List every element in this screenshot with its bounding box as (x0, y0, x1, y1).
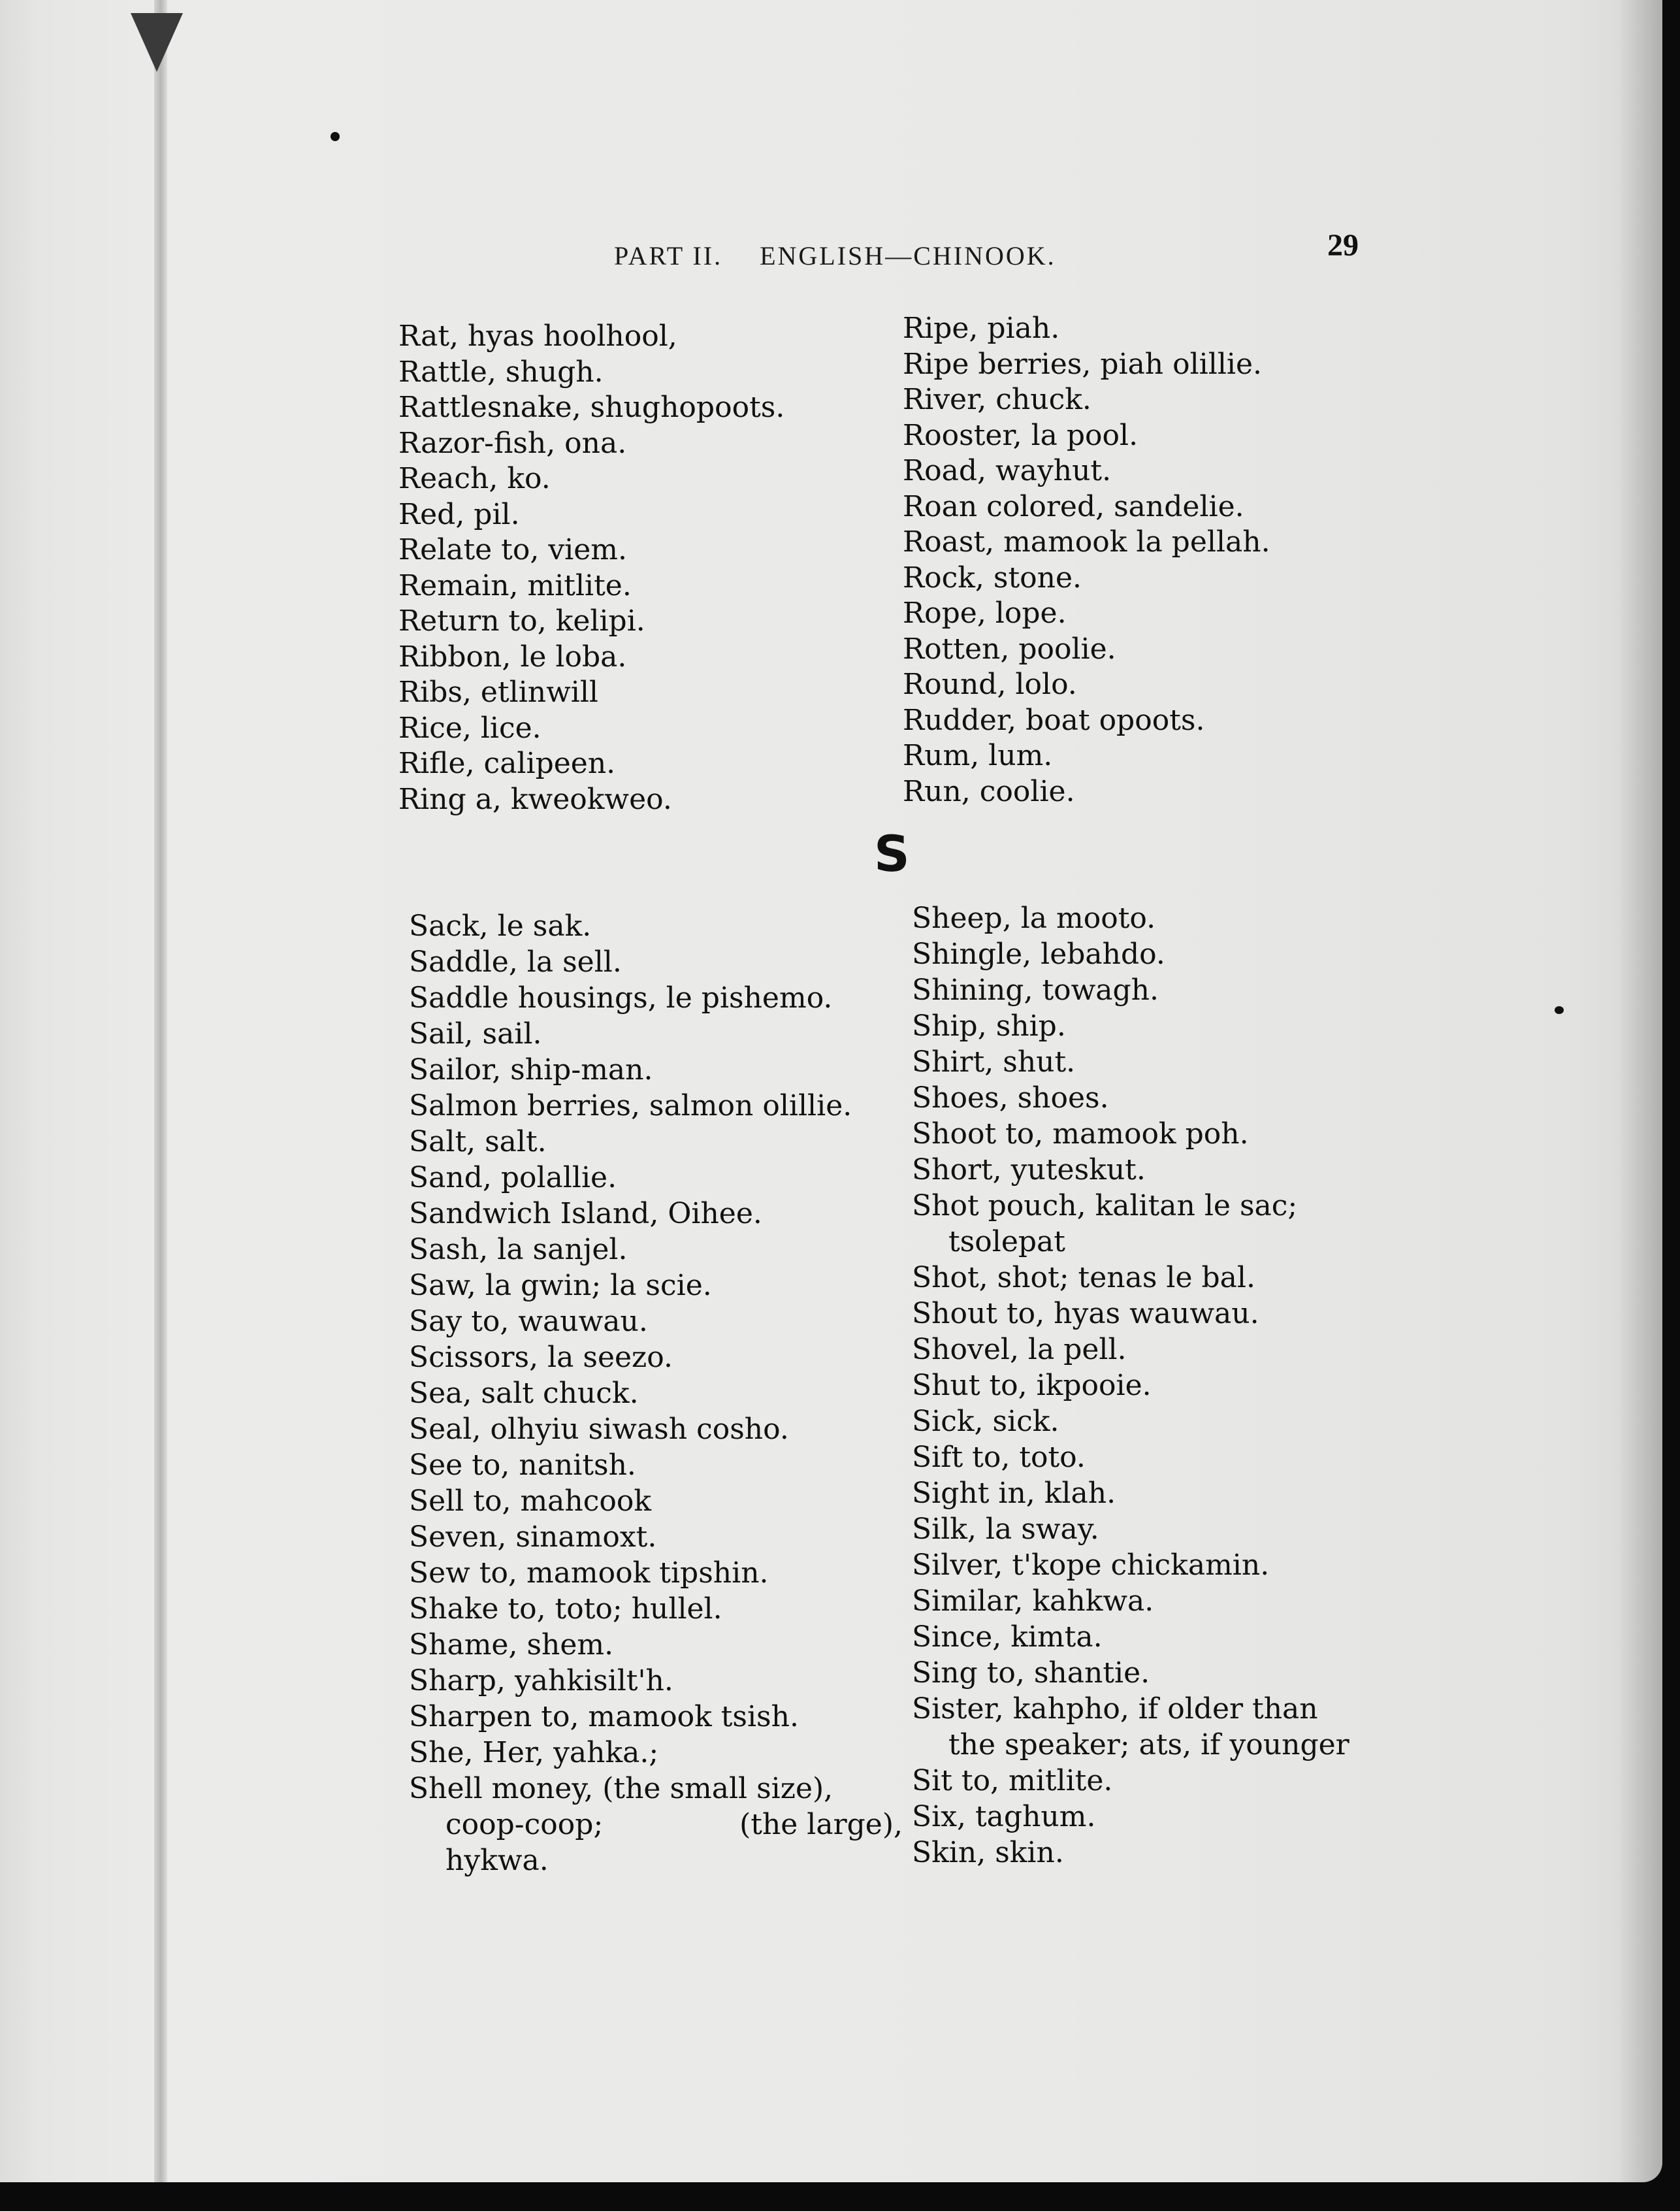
entry: Sea, salt chuck. (409, 1377, 639, 1410)
entry: Sheep, la mooto. (912, 902, 1156, 935)
entry: Ribbon, le loba. (398, 640, 627, 674)
page-number: 29 (1327, 228, 1359, 263)
entry: Sailor, ship-man. (409, 1053, 653, 1087)
shell-large: (the large), (739, 1808, 903, 1841)
entry: Sift to, toto. (912, 1441, 1086, 1474)
entry: Rattle, shugh. (398, 355, 604, 389)
r-entries-right-column (903, 311, 1270, 810)
entry: Scissors, la seezo. (409, 1341, 673, 1374)
entry: Sack, le sak. (409, 909, 592, 943)
entry: Short, yuteskut. (912, 1153, 1146, 1187)
entry: Rifle, calipeen. (398, 747, 616, 780)
entry: River, chuck. (903, 383, 1091, 416)
entry: Salmon berries, salmon olillie. (409, 1089, 852, 1122)
entry: Shoes, shoes. (912, 1081, 1109, 1115)
section-letter-s: S (874, 825, 910, 883)
entry: Ripe, piah. (903, 312, 1060, 345)
entry: Run, coolie. (903, 774, 1075, 808)
entry: Sash, la sanjel. (409, 1233, 628, 1266)
entry: Shut to, ikpooie. (912, 1369, 1152, 1402)
entry: Roast, mamook la pellah. (903, 525, 1270, 559)
entry: Road, wayhut. (903, 454, 1112, 487)
entry: Relate to, viem. (398, 533, 628, 566)
entry: Silver, t'kope chickamin. (912, 1548, 1270, 1582)
entry-continuation: the speaker; ats, if younger (948, 1728, 1349, 1761)
entry: Shot, shot; tenas le bal. (912, 1261, 1255, 1294)
entry-shell-money-continuation (409, 1807, 903, 1843)
entry-shell-money: Shell money, (the small size), (409, 1772, 833, 1805)
entry: Ring a, kweokweo. (398, 782, 672, 816)
entry: Shining, towagh. (912, 974, 1159, 1007)
page-gutter-shadow (154, 0, 167, 2182)
entry: Rotten, poolie. (903, 632, 1116, 666)
entry: Shame, shem. (409, 1628, 614, 1662)
entry: Rope, lope. (903, 597, 1067, 630)
entry: Ship, ship. (912, 1009, 1066, 1043)
entry: See to, nanitsh. (409, 1449, 636, 1482)
entry: Shirt, shut. (912, 1045, 1076, 1079)
entry: Sell to, mahcook (409, 1484, 652, 1518)
entry: Ribs, etlinwill (398, 676, 599, 709)
entry: Silk, la sway. (912, 1513, 1099, 1546)
entry: Since, kimta. (912, 1620, 1103, 1654)
entry-continuation: tsolepat (948, 1225, 1065, 1258)
entry: Shake to, toto; hullel. (409, 1592, 722, 1626)
entry: Sew to, mamook tipshin. (409, 1556, 769, 1590)
entry: Rattlesnake, shughopoots. (398, 391, 785, 424)
entry: Sit to, mitlite. (912, 1764, 1113, 1797)
running-header (614, 240, 1085, 271)
entry: Skin, skin. (912, 1836, 1064, 1869)
entry: Saw, la gwin; la scie. (409, 1269, 712, 1302)
entry: Return to, kelipi. (398, 604, 645, 638)
entry: Sharpen to, mamook tsish. (409, 1700, 799, 1733)
r-entries-left-column (398, 319, 784, 817)
entry: Round, lolo. (903, 668, 1077, 701)
entry: Shovel, la pell. (912, 1333, 1127, 1366)
entry: Sing to, shantie. (912, 1656, 1150, 1690)
entry: Six, taghum. (912, 1800, 1096, 1833)
entry: Similar, kahkwa. (912, 1584, 1154, 1618)
binding-mark (131, 13, 183, 72)
entry: Rice, lice. (398, 711, 541, 745)
entry-shell-money-continuation: hykwa. (445, 1844, 549, 1877)
entry: Sail, sail. (409, 1017, 542, 1051)
entry: Say to, wauwau. (409, 1305, 648, 1338)
entry: Red, pil. (398, 497, 520, 531)
entry: Reach, ko. (398, 462, 551, 495)
entry: Salt, salt. (409, 1125, 547, 1158)
s-entries-left-column (409, 908, 903, 1878)
header-part: PART II. (614, 241, 723, 270)
entry: Seven, sinamoxt. (409, 1520, 657, 1554)
entry: Shoot to, mamook poh. (912, 1117, 1249, 1151)
entry: Seal, olhyiu siwash cosho. (409, 1413, 789, 1446)
entry: Remain, mitlite. (398, 568, 632, 602)
s-entries-right-column (912, 900, 1349, 1871)
entry: Sick, sick. (912, 1405, 1059, 1438)
entry: Rum, lum. (903, 739, 1053, 772)
entry: Sandwich Island, Oihee. (409, 1197, 762, 1230)
entry: Sand, polallie. (409, 1161, 617, 1194)
entry: Sharp, yahkisilt'h. (409, 1664, 673, 1697)
entry: Shot pouch, kalitan le sac; (912, 1189, 1298, 1222)
entry: Razor-fish, ona. (398, 426, 627, 460)
ink-speck (1555, 1006, 1564, 1014)
entry: Rudder, boat opoots. (903, 703, 1205, 737)
entry: Sister, kahpho, if older than (912, 1692, 1318, 1726)
entry: Ripe berries, piah olillie. (903, 347, 1262, 381)
entry: Sight in, klah. (912, 1477, 1116, 1510)
header-title: ENGLISH—CHINOOK. (760, 241, 1056, 270)
entry: Rooster, la pool. (903, 418, 1139, 452)
entry: Shout to, hyas wauwau. (912, 1297, 1259, 1330)
shell-coop-coop: coop-coop; (445, 1808, 604, 1841)
entry: Rat, hyas hoolhool, (398, 319, 677, 353)
entry: Roan colored, sandelie. (903, 489, 1244, 523)
entry: Saddle housings, le pishemo. (409, 981, 833, 1015)
entry: Rock, stone. (903, 561, 1082, 595)
entry: Shingle, lebahdo. (912, 938, 1165, 971)
entry: She, Her, yahka.; (409, 1736, 659, 1769)
entry: Saddle, la sell. (409, 945, 622, 979)
page-edge-shadow (1617, 0, 1662, 2182)
ink-speck (331, 132, 340, 141)
